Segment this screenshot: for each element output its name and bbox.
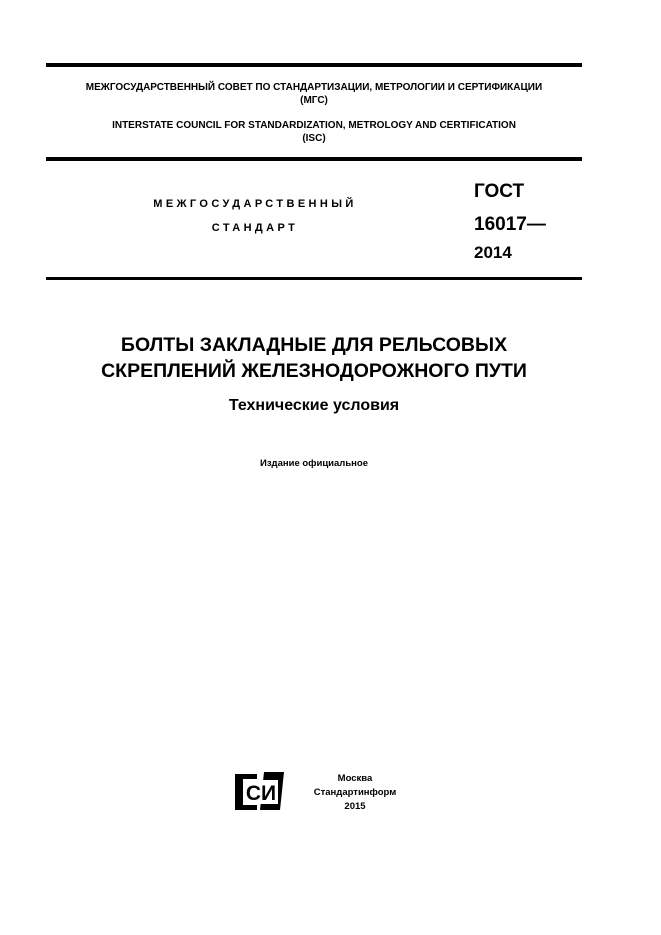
publisher-year: 2015 xyxy=(344,801,366,812)
publisher-block xyxy=(300,772,410,814)
edition-note: Издание официальное xyxy=(260,458,368,469)
logo-text: СИ xyxy=(245,782,277,805)
gost-prefix: ГОСТ xyxy=(474,181,525,202)
standard-label-line1: МЕЖГОСУДАРСТВЕННЫЙ xyxy=(153,198,357,210)
top-divider xyxy=(46,63,582,67)
document-title-line1: БОЛТЫ ЗАКЛАДНЫЕ ДЛЯ РЕЛЬСОВЫХ xyxy=(120,334,508,356)
publisher-city: Москва xyxy=(337,773,373,784)
council-ru-block xyxy=(46,81,582,107)
gost-year: 2014 xyxy=(474,243,512,262)
council-ru-abbr: (МГС) xyxy=(300,95,328,106)
council-en-name: INTERSTATE COUNCIL FOR STANDARDIZATION, METROLOGY AND CERTIFICATION xyxy=(112,120,516,131)
council-en-abbr: (ISC) xyxy=(302,133,326,144)
gost-number: 16017— xyxy=(474,214,546,235)
document-title-line2: СКРЕПЛЕНИЙ ЖЕЛЕЗНОДОРОЖНОГО ПУТИ xyxy=(101,360,527,382)
publisher-name: Стандартинформ xyxy=(313,787,397,798)
middle-divider xyxy=(46,157,582,161)
standartinform-logo-icon xyxy=(234,770,288,812)
council-en-block xyxy=(46,119,582,145)
council-ru-name: МЕЖГОСУДАРСТВЕННЫЙ СОВЕТ ПО СТАНДАРТИЗАЦИИ, МЕТРОЛОГИИ И СЕРТИФИКАЦИИ xyxy=(85,82,543,93)
bottom-divider xyxy=(46,277,582,280)
standard-label-line2: СТАНДАРТ xyxy=(211,222,299,234)
document-subtitle: Технические условия xyxy=(228,397,400,414)
document-title xyxy=(46,332,582,384)
